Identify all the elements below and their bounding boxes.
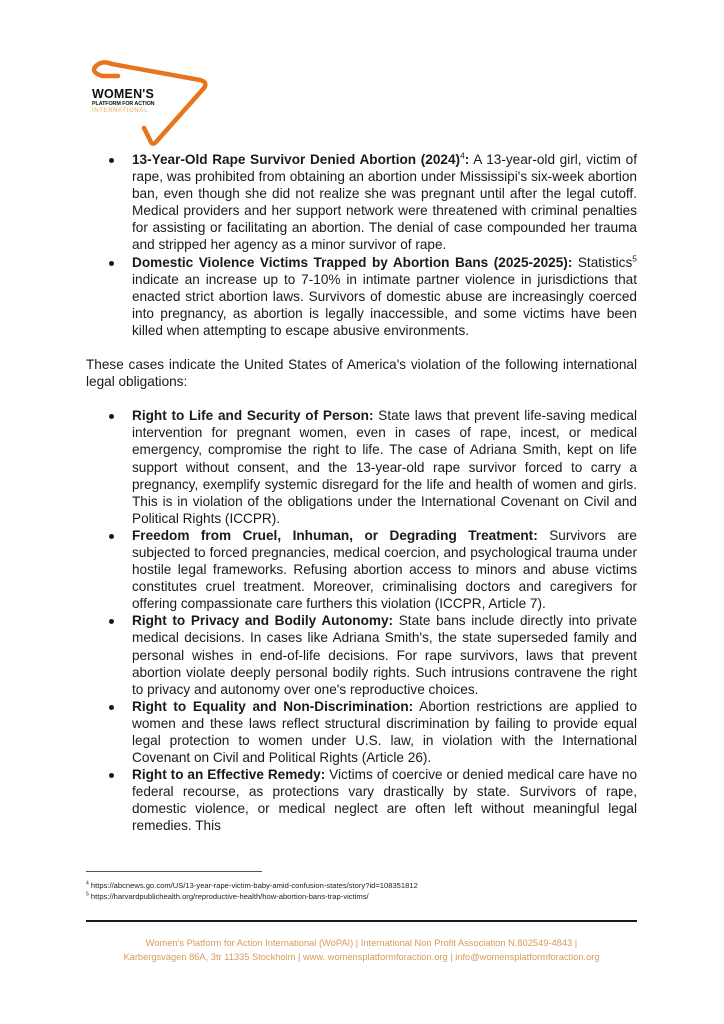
case-body: A 13-year-old girl, victim of rape, was prohibited from obtaining an abortion under Mississipi's six-week abortion ban, even though she did not realize she was pregnant until after the legal cutoff. Medical providers and her support network were threatened with criminal penalties for assisting or facilitating an abortion. The denial of case compounded her trauma and stripped her agency as a minor survivor of rape. <box>132 152 637 253</box>
case-body-pre: Statistics <box>572 254 633 270</box>
obligation-body: Abortion restrictions are applied to women and these laws reflect structural discrimination by failing to provide equal legal protection to women under U.S. law, in violation with the International Covenant on Civil and Political Rights (Article 26). <box>132 698 637 766</box>
obligation-title: Right to an Effective Remedy: <box>132 767 326 783</box>
obligation-item <box>86 407 637 527</box>
footnote-item[interactable] <box>86 880 418 891</box>
bullet-icon <box>109 414 114 419</box>
obligation-title: Freedom from Cruel, Inhuman, or Degrading Treatment: <box>132 527 538 543</box>
footer-divider <box>86 920 637 922</box>
obligation-body: Survivors are subjected to forced pregnancies, medical coercion, and psychological trauma under hostile legal frameworks. Refusing abortion access to minors and abuse victims constitutes cruel treatment. Moreover, criminalising doctors and caregivers for offering compassionate care furthers this violation (ICCPR, Article 7). <box>132 527 637 612</box>
footer-line-organization: Women's Platform for Action International (WoPAI) | International Non Profit Association N.802549-4843 | <box>145 938 578 948</box>
footnote-item[interactable] <box>86 891 418 902</box>
logo-line-womens: WOMEN'S <box>92 87 155 101</box>
obligation-item <box>86 766 637 834</box>
organization-logo <box>88 58 213 148</box>
bullet-icon <box>109 534 114 539</box>
case-item <box>86 254 637 339</box>
obligation-body: State bans include directly into private medical decisions. In cases like Adriana Smith's, the state superseded family and personal wishes in end-of-life decisions. For rape survivors, laws that prevent abortion violate deeply personal bodily rights. Such intrusions contravene the right to privacy and autonomy over one's reproductive choices. <box>132 613 638 697</box>
intro-paragraph: These cases indicate the United States of America's violation of the following international legal obligations: <box>86 357 637 390</box>
footnote-ref[interactable]: 5 <box>632 253 637 264</box>
obligation-item <box>86 698 637 766</box>
footnote-divider <box>86 871 262 872</box>
case-title: Domestic Violence Victims Trapped by Abortion Bans (2025-2025): <box>132 254 573 270</box>
obligations-list <box>86 407 637 834</box>
obligation-item <box>86 612 637 697</box>
obligation-item <box>86 527 637 612</box>
obligation-body: Victims of coercive or denied medical care have no federal recourse, as protections vary drastically by state. Survivors of rape, domestic violence, or medical neglect are often left without meaningful legal remedies. This <box>132 767 638 834</box>
footnote-ref[interactable]: 4 <box>460 150 465 161</box>
logo-line-platform: PLATFORM FOR ACTION <box>92 100 155 107</box>
footer-line-contact: Karbergsvägen 86A, 3tr 11335 Stockholm | www. womensplatformforaction.org | info@womensplatformforaction.org <box>123 952 600 962</box>
document-body <box>86 151 637 835</box>
footnote-number: 4 <box>86 880 89 887</box>
footnote-link[interactable]: https://abcnews.go.com/US/13-year-rape-victim-baby-amid-confusion-states/story?id=108351812 <box>88 881 418 890</box>
logo-wordmark <box>92 88 154 114</box>
obligation-title: Right to Life and Security of Person: <box>132 408 374 424</box>
bullet-icon <box>109 705 114 710</box>
footnote-link[interactable]: https://harvardpublichealth.org/reproductive-health/how-abortion-bans-trap-victims/ <box>88 892 369 901</box>
footnotes <box>86 880 418 902</box>
bullet-icon <box>109 773 114 778</box>
bullet-icon <box>109 619 114 624</box>
case-body: indicate an increase up to 7-10% in intimate partner violence in jurisdictions that enacted strict abortion laws. Survivors of domestic abuse are increasingly coerced into pregnancy, as abortion is legally inaccessible, and some victims have been killed when attempting to escape abusive environments. <box>132 271 637 338</box>
page-footer <box>86 936 637 964</box>
logo-line-international: INTERNATIONAL <box>92 107 149 114</box>
cases-list <box>86 151 637 339</box>
case-title: 13-Year-Old Rape Survivor Denied Abortion (2024) <box>132 152 461 167</box>
footnote-number: 5 <box>86 891 89 898</box>
case-title-suffix: : <box>464 152 470 167</box>
obligation-title: Right to Privacy and Bodily Autonomy: <box>132 613 394 629</box>
obligation-body: State laws that prevent life-saving medical intervention for pregnant women, even in cases of rape, incest, or medical emergency, compromise the right to life. The case of Adriana Smith, kept on life support without consent, and the 13-year-old rape survivor forced to carry a pregnancy, exemplify systemic disregard for the life and health of women and girls. This is in violation of the obligations under the International Covenant on Civil and Political Rights (ICCPR). <box>132 408 638 526</box>
case-item <box>86 151 637 254</box>
bullet-icon <box>109 158 114 163</box>
bullet-icon <box>109 261 114 266</box>
obligation-title: Right to Equality and Non-Discrimination: <box>132 698 414 714</box>
